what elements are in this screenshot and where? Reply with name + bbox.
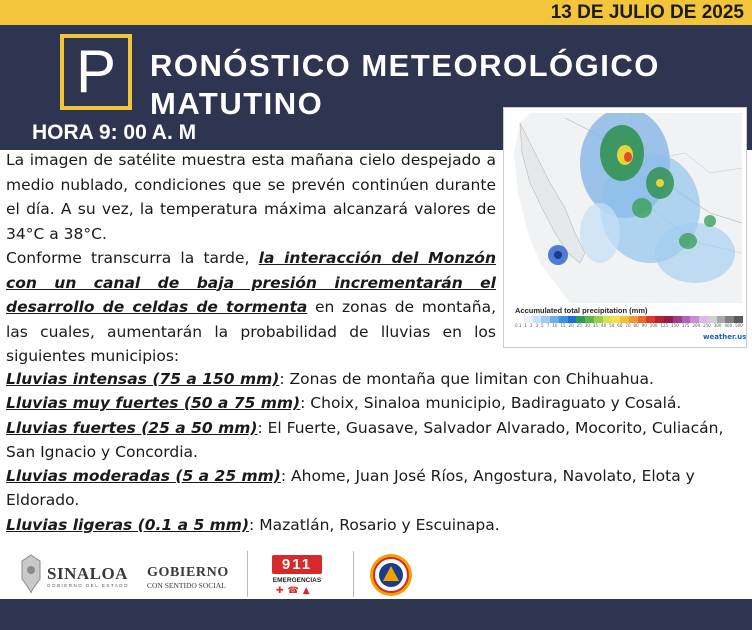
- map-legend-tick: 20: [568, 323, 574, 328]
- emergency-911-logo: 911: [272, 555, 322, 574]
- map-legend-tick: 90: [641, 323, 647, 328]
- map-legend-tick: 175: [681, 323, 690, 328]
- map-legend-tick: 40: [601, 323, 607, 328]
- civil-protection-icon: [369, 553, 413, 597]
- map-legend-tick: 3: [535, 323, 539, 328]
- logo-divider: [247, 551, 248, 597]
- sinaloa-shield-icon: [20, 553, 42, 595]
- map-legend-tick: 400: [724, 323, 733, 328]
- map-legend-title: Accumulated total precipitation (mm): [515, 306, 648, 315]
- list-item: [6, 416, 748, 465]
- page-title-line1: RONÓSTICO METEOROLÓGICO: [150, 48, 660, 83]
- list-item: [6, 367, 748, 391]
- map-legend-tick: 150: [671, 323, 679, 328]
- forecast-paragraph-2-prefix: Conforme transcurra la tarde,: [6, 249, 259, 267]
- map-legend-tick: 200: [692, 323, 701, 328]
- title-initial: P: [75, 38, 117, 105]
- report-date: 13 DE JULIO DE 2025: [550, 2, 744, 23]
- rain-category-text: : Ahome, Juan José Ríos, Angostura, Navolato, Elota y Eldorado.: [6, 467, 695, 510]
- gobierno-logo-text: GOBIERNO: [147, 565, 229, 580]
- rain-category-text: : El Fuerte, Guasave, Salvador Alvarado, Mocorito, Culiacán, San Ignacio y Concordia.: [6, 418, 724, 461]
- map-legend-tick: 125: [660, 323, 669, 328]
- forecast-body: [6, 148, 496, 369]
- map-legend-tick: 80: [633, 323, 639, 328]
- map-legend-tick: 60: [617, 323, 623, 328]
- map-legend-tick: 35: [592, 323, 599, 328]
- map-legend-tick: 30: [584, 323, 590, 328]
- gobierno-logo-subtext: CON SENTIDO SOCIAL: [147, 581, 226, 590]
- list-item: [6, 464, 748, 513]
- map-legend-tick: 25: [576, 323, 582, 328]
- rain-category-label: Lluvias moderadas (5 a 25 mm): [6, 467, 281, 486]
- rain-category-text: : Zonas de montaña que limitan con Chihuahua.: [279, 370, 654, 388]
- map-legend-tick: 7: [546, 323, 550, 328]
- map-legend-tick: 250: [703, 323, 711, 328]
- logo-divider: [353, 551, 354, 597]
- map-legend-tick: 0.1: [515, 323, 522, 328]
- page-title-line2: MATUTINO: [150, 86, 324, 121]
- rain-category-label: Lluvias fuertes (25 a 50 mm): [6, 418, 258, 437]
- list-item: [6, 391, 748, 415]
- rain-category-list: [6, 367, 748, 537]
- map-legend-tick: 100: [649, 323, 658, 328]
- rain-category-text: : Mazatlán, Rosario y Escuinapa.: [249, 515, 500, 534]
- forecast-paragraph-1: La imagen de satélite muestra esta mañana cielo despejado a medio nublado, condiciones que se prevén continúen durante el día. A su vez, la temperatura máxima alcanzará valores de 34°C a 38°C.: [6, 151, 496, 243]
- map-legend-tick: 70: [625, 323, 631, 328]
- report-time: HORA 9: 00 A. M: [32, 121, 197, 144]
- map-legend-tick: 15: [560, 323, 566, 328]
- map-legend-tick: 50: [609, 323, 615, 328]
- title-initial-box: [60, 34, 132, 110]
- map-legend-tick: 300: [713, 323, 722, 328]
- sinaloa-logo-subtext: GOBIERNO DEL ESTADO: [47, 583, 130, 588]
- rain-category-label: Lluvias intensas (75 a 150 mm): [6, 370, 280, 388]
- list-item: [6, 513, 748, 537]
- map-legend-colorbar: [515, 316, 743, 323]
- forecast-paragraph-2-emphasis: la interacción del Monzón con un canal de baja presión incrementarán el desarrollo de celdas de tormenta: [6, 249, 496, 316]
- logos-row: [0, 545, 752, 600]
- emergency-911-subtext: EMERGENCIAS: [272, 577, 322, 584]
- map-legend-tick: 10: [552, 323, 558, 328]
- emergency-services-icons: ✚☎▲: [276, 586, 314, 596]
- map-legend-tick: 500: [735, 323, 743, 328]
- map-legend-tick: 1: [524, 323, 527, 328]
- map-legend-tick: 2: [529, 323, 533, 328]
- footer-bar: [0, 599, 752, 630]
- map-legend-tick: 5: [541, 323, 544, 328]
- map-brand: weather.us: [703, 333, 747, 341]
- map-legend-ticks: [515, 323, 743, 328]
- rain-category-label: Lluvias ligeras (0.1 a 5 mm): [6, 515, 250, 534]
- forecast-paragraph-2-suffix: en zonas de montaña, las cuales, aumentarán la probabilidad de lluvias en los siguientes municipios:: [6, 298, 496, 365]
- date-bar: [0, 0, 752, 25]
- rain-category-label: Lluvias muy fuertes (50 a 75 mm): [6, 394, 301, 413]
- sinaloa-logo-text: SINALOA: [47, 564, 128, 583]
- precipitation-map-image: [510, 113, 742, 303]
- rain-category-text: : Choix, Sinaloa municipio, Badiraguato y Cosalá.: [300, 394, 682, 413]
